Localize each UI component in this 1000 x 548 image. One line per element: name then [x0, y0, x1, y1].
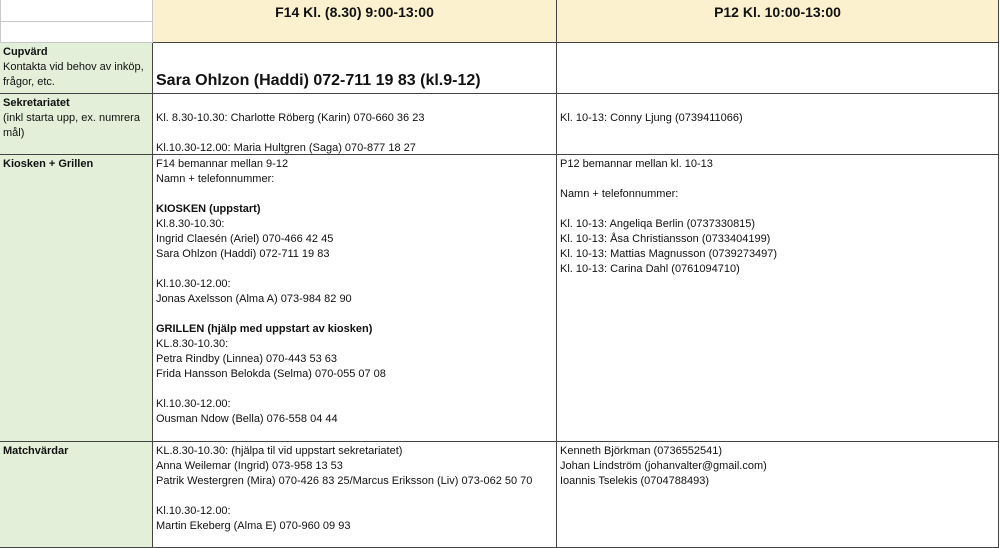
cell-line: Martin Ekeberg (Alma E) 070-960 09 93: [156, 520, 351, 532]
cell-line: Kl. 10-13: Åsa Christiansson (0733404199): [560, 233, 771, 245]
cell-line: Kl.10.30-12.00:: [156, 278, 231, 290]
cell-line: Ousman Ndow (Bella) 076-558 04 44: [156, 413, 338, 425]
cell-line: Namn + telefonnummer:: [560, 188, 679, 200]
cell-line: Jonas Axelsson (Alma A) 073-984 82 90: [156, 293, 352, 305]
cell-line: Ingrid Claesén (Ariel) 070-466 42 45: [156, 233, 334, 245]
cell-line: Kl. 8.30-10.30: Charlotte Röberg (Karin) 070-660 36 23: [156, 112, 425, 124]
cell-line: Kenneth Björkman (0736552541): [560, 445, 723, 457]
row-label-matchvardar[interactable]: [0, 442, 153, 548]
cell-line: KIOSKEN (uppstart): [156, 203, 261, 215]
cell-line: KL.8.30-10.30:: [156, 338, 229, 350]
cell-line: Frida Hansson Belokda (Selma) 070-055 07 08: [156, 368, 386, 380]
cell-line: Johan Lindström (johanvalter@gmail.com): [560, 460, 767, 472]
sekretariatet-f14-cell[interactable]: [153, 94, 557, 155]
cell-line: GRILLEN (hjälp med uppstart av kiosken): [156, 323, 373, 335]
header-f14[interactable]: F14 Kl. (8.30) 9:00-13:00: [153, 0, 557, 43]
cell-line: Sara Ohlzon (Haddi) 072-711 19 83: [156, 248, 330, 260]
cell-line: KL.8.30-10.30: (hjälpa til vid uppstart sekretariatet): [156, 445, 403, 457]
cell-line: Kl.10.30-12.00:: [156, 505, 231, 517]
row-title: Cupvärd: [3, 46, 48, 58]
cell-line: [156, 187, 553, 202]
row-description: (inkl starta upp, ex. numrera mål): [3, 112, 140, 139]
cell-line: Kl. 10-13: Carina Dahl (0761094710): [560, 263, 740, 275]
row-title: Matchvärdar: [3, 445, 69, 457]
row-title: Kiosken + Grillen: [3, 158, 94, 170]
cell-line: Ioannis Tselekis (0704788493): [560, 475, 710, 487]
matchvardar-f14-cell[interactable]: [153, 442, 557, 548]
cell-line: [560, 172, 995, 187]
cupvard-f14-cell[interactable]: Sara Ohlzon (Haddi) 072-711 19 83 (kl.9-12): [153, 43, 557, 94]
cell-line: Kl. 10-13: Mattias Magnusson (0739273497): [560, 248, 778, 260]
cell-line: Kl.8.30-10.30:: [156, 218, 225, 230]
row-label-kiosken[interactable]: [0, 155, 153, 442]
matchvardar-p12-cell[interactable]: [557, 442, 999, 548]
cell-line: Petra Rindby (Linnea) 070-443 53 63: [156, 353, 338, 365]
cell-line: Kl.10.30-12.00: Maria Hultgren (Saga) 070-877 18 27: [156, 142, 416, 154]
cell-line: [156, 489, 553, 504]
cell-line: P12 bemannar mellan kl. 10-13: [560, 158, 713, 170]
row-label-cupvard[interactable]: [0, 43, 153, 94]
cell-line: F14 bemannar mellan 9-12: [156, 158, 289, 170]
cell-line: [156, 262, 553, 277]
cell-line: Kl.10.30-12.00:: [156, 398, 231, 410]
cell-line: Anna Weilemar (Ingrid) 073-958 13 53: [156, 460, 343, 472]
kiosken-f14-cell[interactable]: [153, 155, 557, 442]
cell-line: [560, 202, 995, 217]
cell-line: Kl. 10-13: Conny Ljung (0739411066): [560, 112, 743, 124]
row-description: Kontakta vid behov av inköp, frågor, etc.: [3, 61, 144, 88]
cupvard-p12-cell[interactable]: [557, 43, 999, 94]
cell-line: [156, 307, 553, 322]
cell-line: Patrik Westergren (Mira) 070-426 83 25/Marcus Eriksson (Liv) 073-062 50 70: [156, 475, 533, 487]
corner-cell-bottom[interactable]: [0, 22, 153, 43]
kiosken-p12-cell[interactable]: [557, 155, 999, 442]
corner-cell-top[interactable]: [0, 0, 153, 22]
row-title: Sekretariatet: [3, 97, 70, 109]
row-label-sekretariatet[interactable]: [0, 94, 153, 155]
cell-line: [156, 382, 553, 397]
cell-line: Namn + telefonnummer:: [156, 173, 275, 185]
header-p12[interactable]: P12 Kl. 10:00-13:00: [557, 0, 999, 43]
cell-line: Kl. 10-13: Angeliqa Berlin (0737330815): [560, 218, 756, 230]
sekretariatet-p12-cell[interactable]: [557, 94, 999, 155]
